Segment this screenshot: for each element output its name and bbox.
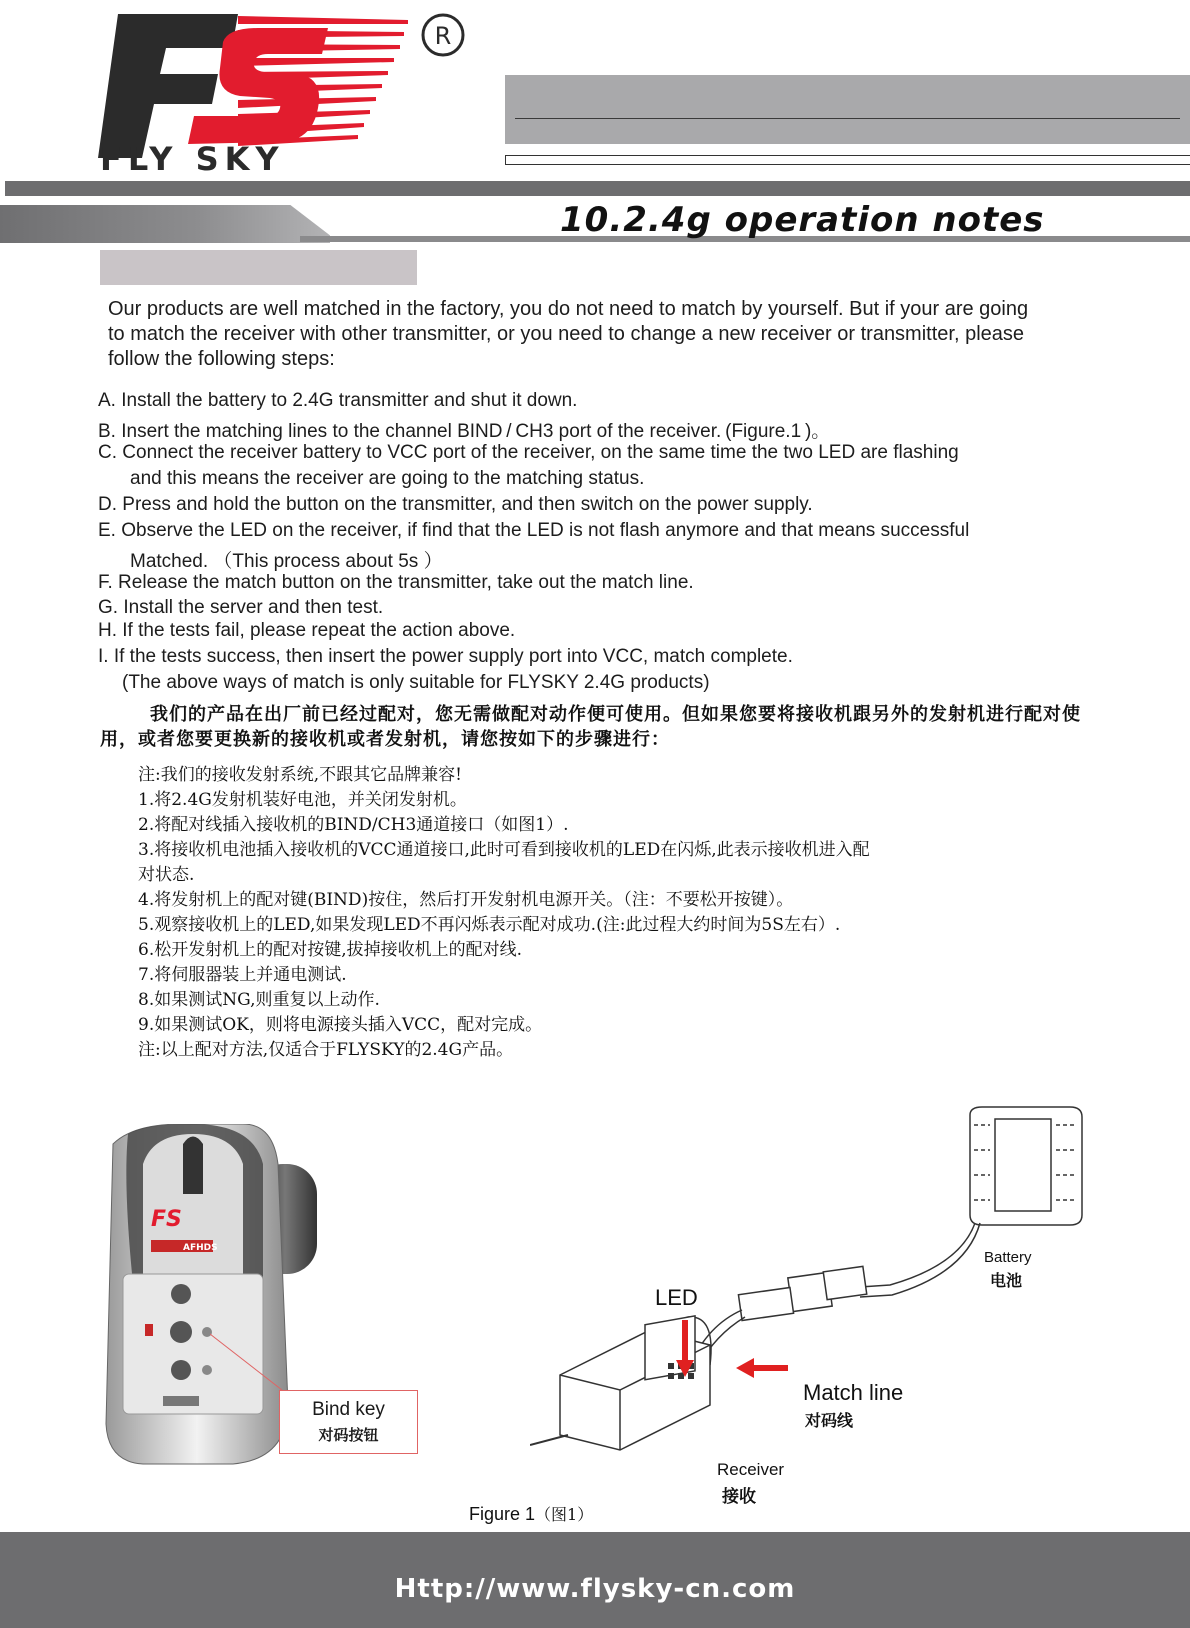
bind-key-pointer bbox=[210, 1330, 290, 1402]
bind-key-label-cn: 对码按钮 bbox=[318, 1426, 379, 1444]
header-outline-bar bbox=[505, 155, 1190, 165]
step-cn-note: 注:我们的接收发射系统,不跟其它品牌兼容! bbox=[138, 765, 462, 785]
receiver-label: Receiver bbox=[717, 1460, 785, 1479]
subtitle-gray-box bbox=[100, 250, 417, 285]
bind-button bbox=[170, 1321, 192, 1343]
header-gray-box bbox=[505, 75, 1190, 144]
receiver-diagram bbox=[530, 1105, 1090, 1505]
battery-label: Battery bbox=[984, 1249, 1032, 1266]
steps-chinese bbox=[138, 760, 1038, 1080]
title-band bbox=[0, 205, 330, 243]
logo bbox=[88, 8, 483, 184]
step-en-f: F. Release the match button on the transmitter, take out the match line. bbox=[98, 572, 694, 593]
step-en-i: I. If the tests success, then insert the power supply port into VCC, match complete. bbox=[98, 646, 793, 667]
step-cn-3-cont: 对状态. bbox=[138, 865, 195, 885]
svg-text:FS: FS bbox=[151, 1207, 182, 1232]
step-en-d: D. Press and hold the button on the transmitter, and then switch on the power supply. bbox=[98, 494, 813, 515]
figure-caption-cn: （图1） bbox=[535, 1505, 594, 1524]
step-cn-2: 2.将配对线插入接收机的BIND/CH3通道接口（如图1）. bbox=[138, 815, 569, 835]
step-en-g: G. Install the server and then test. bbox=[98, 597, 384, 618]
header-rule bbox=[515, 118, 1180, 119]
trigger bbox=[183, 1137, 203, 1195]
match-line-label: Match line bbox=[803, 1380, 904, 1405]
battery-connector bbox=[738, 1266, 866, 1320]
step-en-e: E. Observe the LED on the receiver, if find that the LED is not flash anymore and that means successful bbox=[98, 520, 970, 541]
bind-key-label: Bind key bbox=[312, 1399, 385, 1420]
step-cn-6: 6.松开发射机上的配对按键,拔掉接收机上的配对线. bbox=[138, 940, 523, 960]
step-cn-5: 5.观察接收机上的LED,如果发现LED不再闪烁表示配对成功.(注:此过程大约时间为5S左右）. bbox=[138, 915, 841, 935]
battery-pack bbox=[970, 1107, 1082, 1225]
step-cn-4: 4.将发射机上的配对键(BIND)按住，然后打开发射机电源开关。（注：不要松开按键）。 bbox=[138, 890, 794, 910]
receiver-label-cn: 接收 bbox=[722, 1487, 756, 1507]
flysky-logo-mark bbox=[88, 8, 483, 184]
step-cn-9: 9.如果测试OK，则将电源接头插入VCC，配对完成。 bbox=[138, 1015, 543, 1035]
intro-chinese: 我们的产品在出厂前已经过配对，您无需做配对动作便可使用。但如果您要将接收机跟另外的发射机进行配对使用，或者您要更换新的接收机或者发射机，请您按如下的步骤进行： bbox=[100, 704, 1081, 750]
bind-key-callout bbox=[279, 1390, 418, 1454]
led-label: LED bbox=[655, 1285, 698, 1310]
step-en-note: (The above ways of match is only suitable for FLYSKY 2.4G products) bbox=[122, 672, 710, 693]
step-cn-3: 3.将接收机电池插入接收机的VCC通道接口,此时可看到接收机的LED在闪烁,此表示接收机进入配 bbox=[138, 840, 870, 860]
figure-caption-en: Figure 1 bbox=[469, 1504, 536, 1524]
step-cn-7: 7.将伺服器装上并通电测试. bbox=[138, 965, 347, 985]
step-en-e-cont: Matched. （This process about 5s ） bbox=[130, 551, 443, 572]
step-cn-note-end: 注:以上配对方法,仅适合于FLYSKY的2.4G产品。 bbox=[138, 1040, 514, 1060]
step-en-h: H. If the tests fail, please repeat the action above. bbox=[98, 620, 516, 641]
step-en-b: B. Insert the matching lines to the channel BIND / CH3 port of the receiver. (Figure.1 )。 bbox=[98, 421, 831, 442]
match-line-label-cn: 对码线 bbox=[805, 1411, 854, 1430]
step-en-a: A. Install the battery to 2.4G transmitter and shut it down. bbox=[98, 390, 578, 411]
step-en-c: C. Connect the receiver battery to VCC port of the receiver, on the same time the two LED are flashing bbox=[98, 442, 959, 463]
step-cn-1: 1.将2.4G发射机装好电池，并关闭发射机。 bbox=[138, 790, 467, 810]
figure-caption bbox=[469, 1502, 593, 1525]
battery-label-cn: 电池 bbox=[990, 1271, 1023, 1290]
step-en-c-cont: and this means the receiver are going to the matching status. bbox=[130, 468, 645, 489]
svg-text:AFHDS: AFHDS bbox=[183, 1243, 218, 1253]
section-title: 10.2.4g operation notes bbox=[560, 200, 1045, 240]
step-cn-8: 8.如果测试NG,则重复以上动作. bbox=[138, 990, 380, 1010]
intro-english: Our products are well matched in the factory, you do not need to match by yourself. But if your are going to match the receiver with other transmitter, or you need to change a new receiver or transmitter, please follow the following steps: bbox=[108, 298, 1029, 370]
footer-url-link[interactable]: Http://www.flysky-cn.com bbox=[394, 1574, 796, 1604]
header-band bbox=[5, 181, 1190, 196]
svg-text:R: R bbox=[434, 22, 452, 50]
brand-name: FLY SKY bbox=[100, 140, 285, 178]
